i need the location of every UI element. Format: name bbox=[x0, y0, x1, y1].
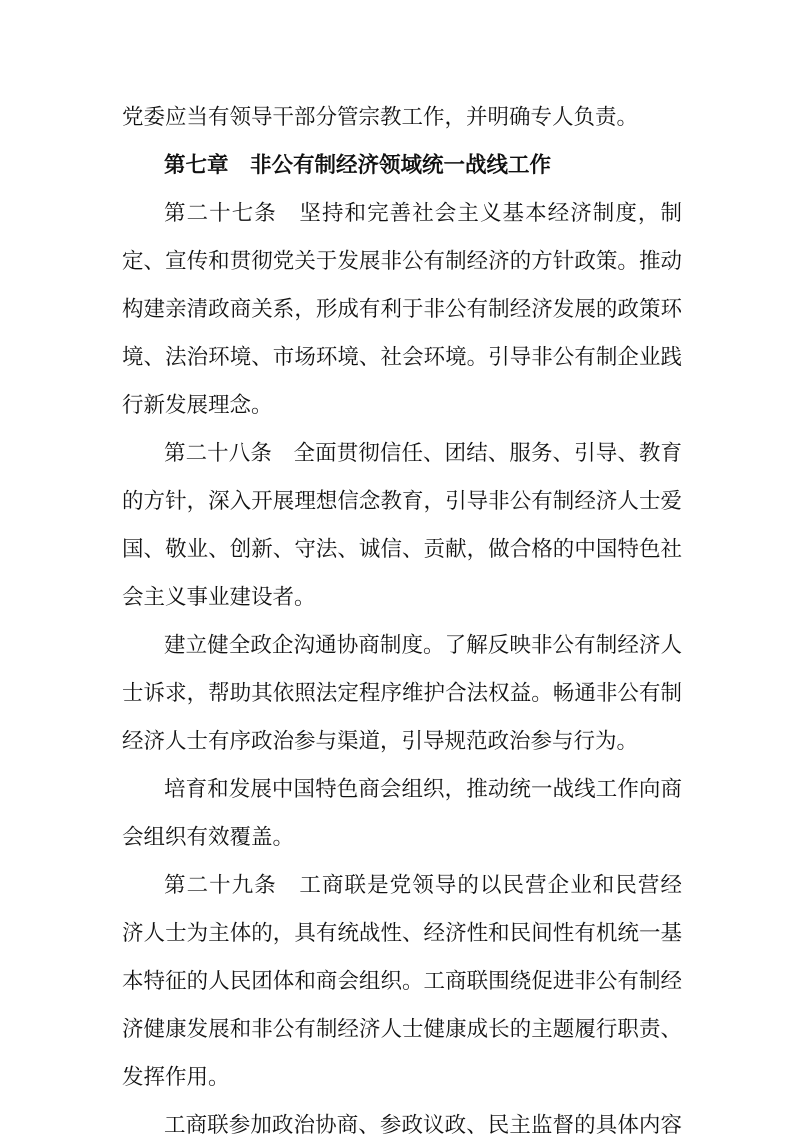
article-28-line: 第二十八条 全面贯彻信任、团结、服务、引导、教育 bbox=[164, 441, 682, 466]
paragraph-line: 会主义事业建设者。 bbox=[122, 585, 316, 610]
paragraph-line: 会组织有效覆盖。 bbox=[122, 825, 295, 850]
paragraph-line: 行新发展理念。 bbox=[122, 393, 273, 418]
paragraph-line: 济健康发展和非公有制经济人士健康成长的主题履行职责、 bbox=[122, 1017, 682, 1042]
paragraph-line: 济人士为主体的，具有统战性、经济性和民间性有机统一基 bbox=[122, 921, 682, 946]
article-29-line: 第二十九条 工商联是党领导的以民营企业和民营经 bbox=[164, 873, 682, 898]
paragraph-line: 建立健全政企沟通协商制度。了解反映非公有制经济人 bbox=[164, 633, 682, 658]
paragraph-line: 发挥作用。 bbox=[122, 1065, 230, 1090]
paragraph-line: 经济人士有序政治参与渠道，引导规范政治参与行为。 bbox=[122, 729, 639, 754]
paragraph-line: 工商联参加政治协商、参政议政、民主监督的具体内容 bbox=[164, 1113, 682, 1138]
paragraph-line: 培育和发展中国特色商会组织，推动统一战线工作向商 bbox=[164, 777, 682, 802]
paragraph-line: 本特征的人民团体和商会组织。工商联围绕促进非公有制经 bbox=[122, 969, 682, 994]
chapter-heading: 第七章 非公有制经济领域统一战线工作 bbox=[164, 153, 552, 178]
paragraph-line: 定、宣传和贯彻党关于发展非公有制经济的方针政策。推动 bbox=[122, 249, 682, 274]
paragraph-line: 的方针，深入开展理想信念教育，引导非公有制经济人士爱 bbox=[122, 489, 682, 514]
article-27-line: 第二十七条 坚持和完善社会主义基本经济制度，制 bbox=[164, 201, 682, 226]
paragraph-line: 国、敬业、创新、守法、诚信、贡献，做合格的中国特色社 bbox=[122, 537, 682, 562]
paragraph-line: 士诉求，帮助其依照法定程序维护合法权益。畅通非公有制 bbox=[122, 681, 682, 706]
paragraph-line: 党委应当有领导干部分管宗教工作，并明确专人负责。 bbox=[122, 105, 639, 130]
paragraph-line: 构建亲清政商关系，形成有利于非公有制经济发展的政策环 bbox=[122, 297, 682, 322]
paragraph-line: 境、法治环境、市场环境、社会环境。引导非公有制企业践 bbox=[122, 345, 682, 370]
